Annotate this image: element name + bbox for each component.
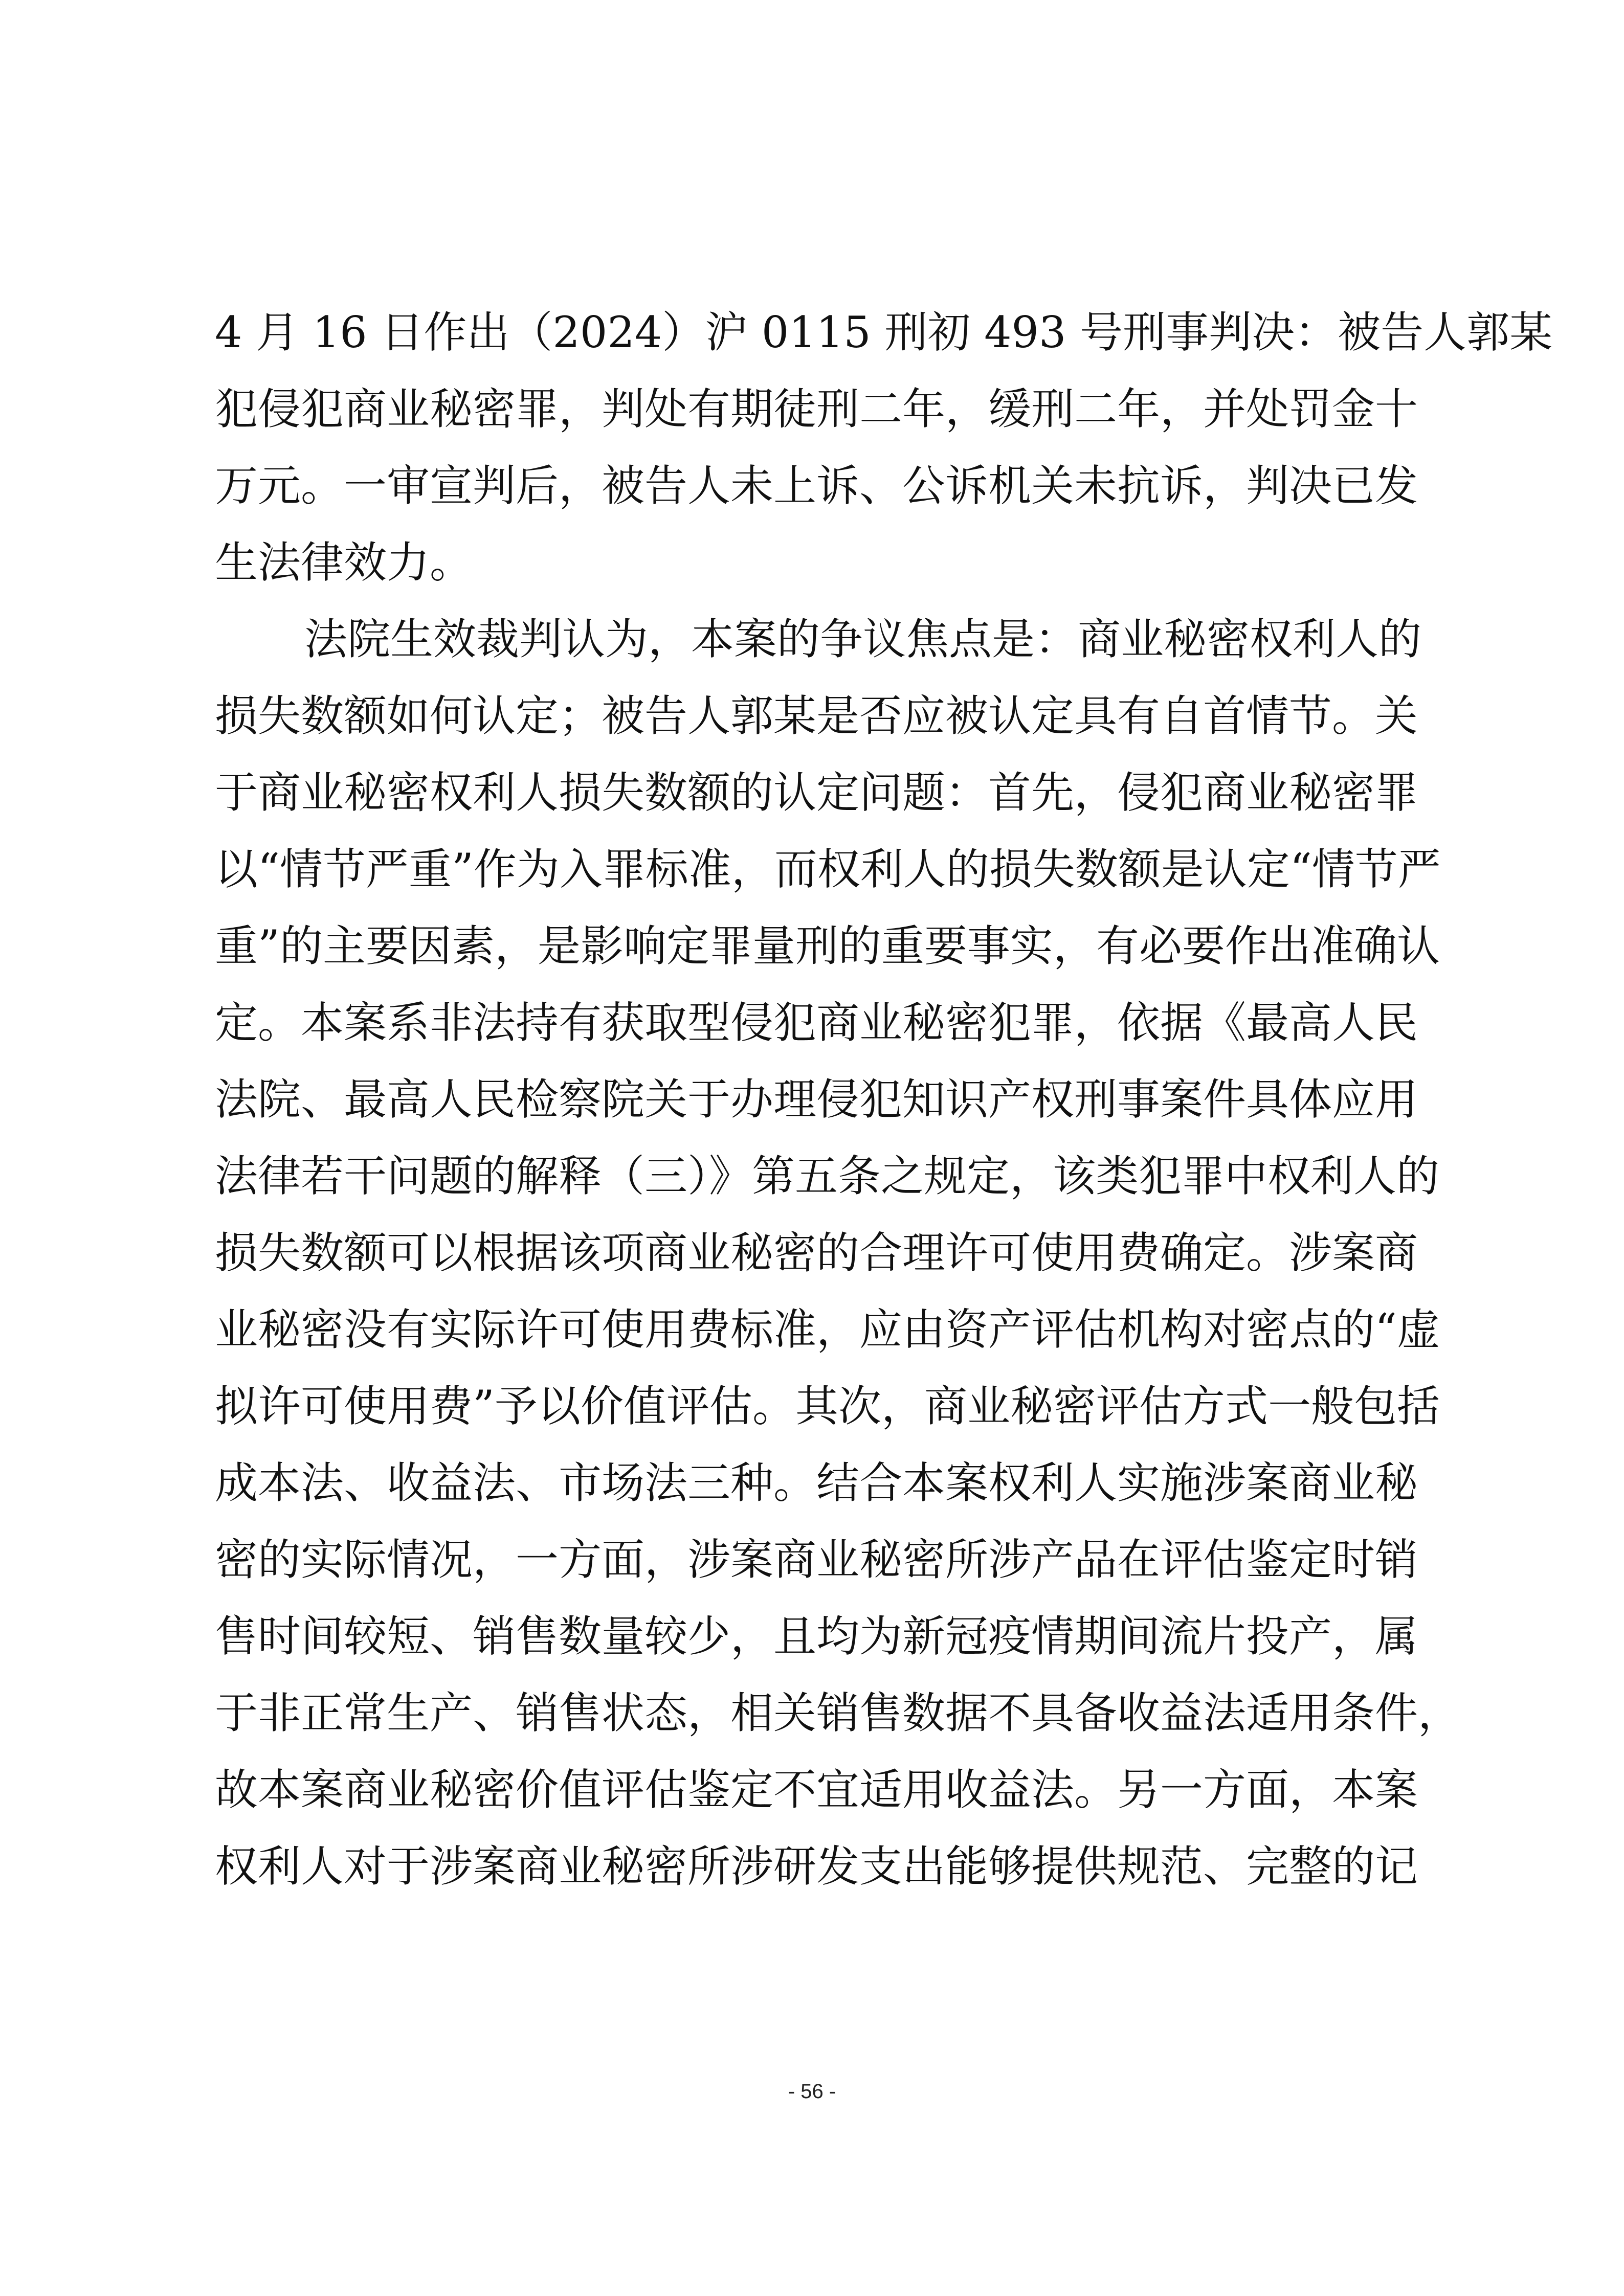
text-line: 于非正常生产、销售状态，相关销售数据不具备收益法适用条件， bbox=[215, 1688, 1461, 1738]
page-number: - 56 - bbox=[788, 2080, 836, 2103]
text-line: 万元。一审宣判后，被告人未上诉、公诉机关未抗诉，判决已发 bbox=[215, 461, 1418, 511]
text-line: 损失数额可以根据该项商业秘密的合理许可使用费确定。涉案商 bbox=[215, 1228, 1418, 1278]
text-line: 成本法、收益法、市场法三种。结合本案权利人实施涉案商业秘 bbox=[215, 1458, 1418, 1508]
text-line: 于商业秘密权利人损失数额的认定问题：首先，侵犯商业秘密罪 bbox=[215, 768, 1418, 818]
text-line: 法律若干问题的解释（三）》第五条之规定，该类犯罪中权利人的 bbox=[215, 1151, 1440, 1201]
text-line: 故本案商业秘密价值评估鉴定不宜适用收益法。另一方面，本案 bbox=[215, 1765, 1418, 1815]
text-line: 权利人对于涉案商业秘密所涉研发支出能够提供规范、完整的记 bbox=[215, 1841, 1418, 1892]
text-line: 售时间较短、销售数量较少，且均为新冠疫情期间流片投产，属 bbox=[215, 1611, 1418, 1661]
text-line: 业秘密没有实际许可使用费标准，应由资产评估机构对密点的“虚 bbox=[215, 1304, 1440, 1355]
paragraph-court-reasoning bbox=[215, 601, 1461, 1905]
text-line: 犯侵犯商业秘密罪，判处有期徒刑二年，缓刑二年，并处罚金十 bbox=[215, 384, 1418, 434]
text-line: 以“情节严重”作为入罪标准，而权利人的损失数额是认定“情节严 bbox=[215, 844, 1441, 894]
text-line: 重”的主要因素，是影响定罪量刑的重要事实，有必要作出准确认 bbox=[215, 921, 1440, 971]
paragraph-judgment-continuation bbox=[215, 294, 1553, 601]
text-line: 拟许可使用费”予以价值评估。其次，商业秘密评估方式一般包括 bbox=[215, 1381, 1440, 1431]
text-line: 生法律效力。 bbox=[215, 537, 473, 588]
text-line: 法院生效裁判认为，本案的争议焦点是：商业秘密权利人的 bbox=[304, 614, 1422, 664]
text-line: 损失数额如何认定；被告人郭某是否应被认定具有自首情节。关 bbox=[215, 691, 1418, 741]
text-line: 密的实际情况，一方面，涉案商业秘密所涉产品在评估鉴定时销 bbox=[215, 1535, 1418, 1585]
body-text bbox=[215, 294, 1553, 1905]
text-line: 定。本案系非法持有获取型侵犯商业秘密犯罪，依据《最高人民 bbox=[215, 998, 1418, 1048]
text-line: 法院、最高人民检察院关于办理侵犯知识产权刑事案件具体应用 bbox=[215, 1074, 1418, 1124]
text-line: 4 月 16 日作出（2024）沪 0115 刑初 493 号刑事判决：被告人郭某 bbox=[215, 307, 1553, 357]
